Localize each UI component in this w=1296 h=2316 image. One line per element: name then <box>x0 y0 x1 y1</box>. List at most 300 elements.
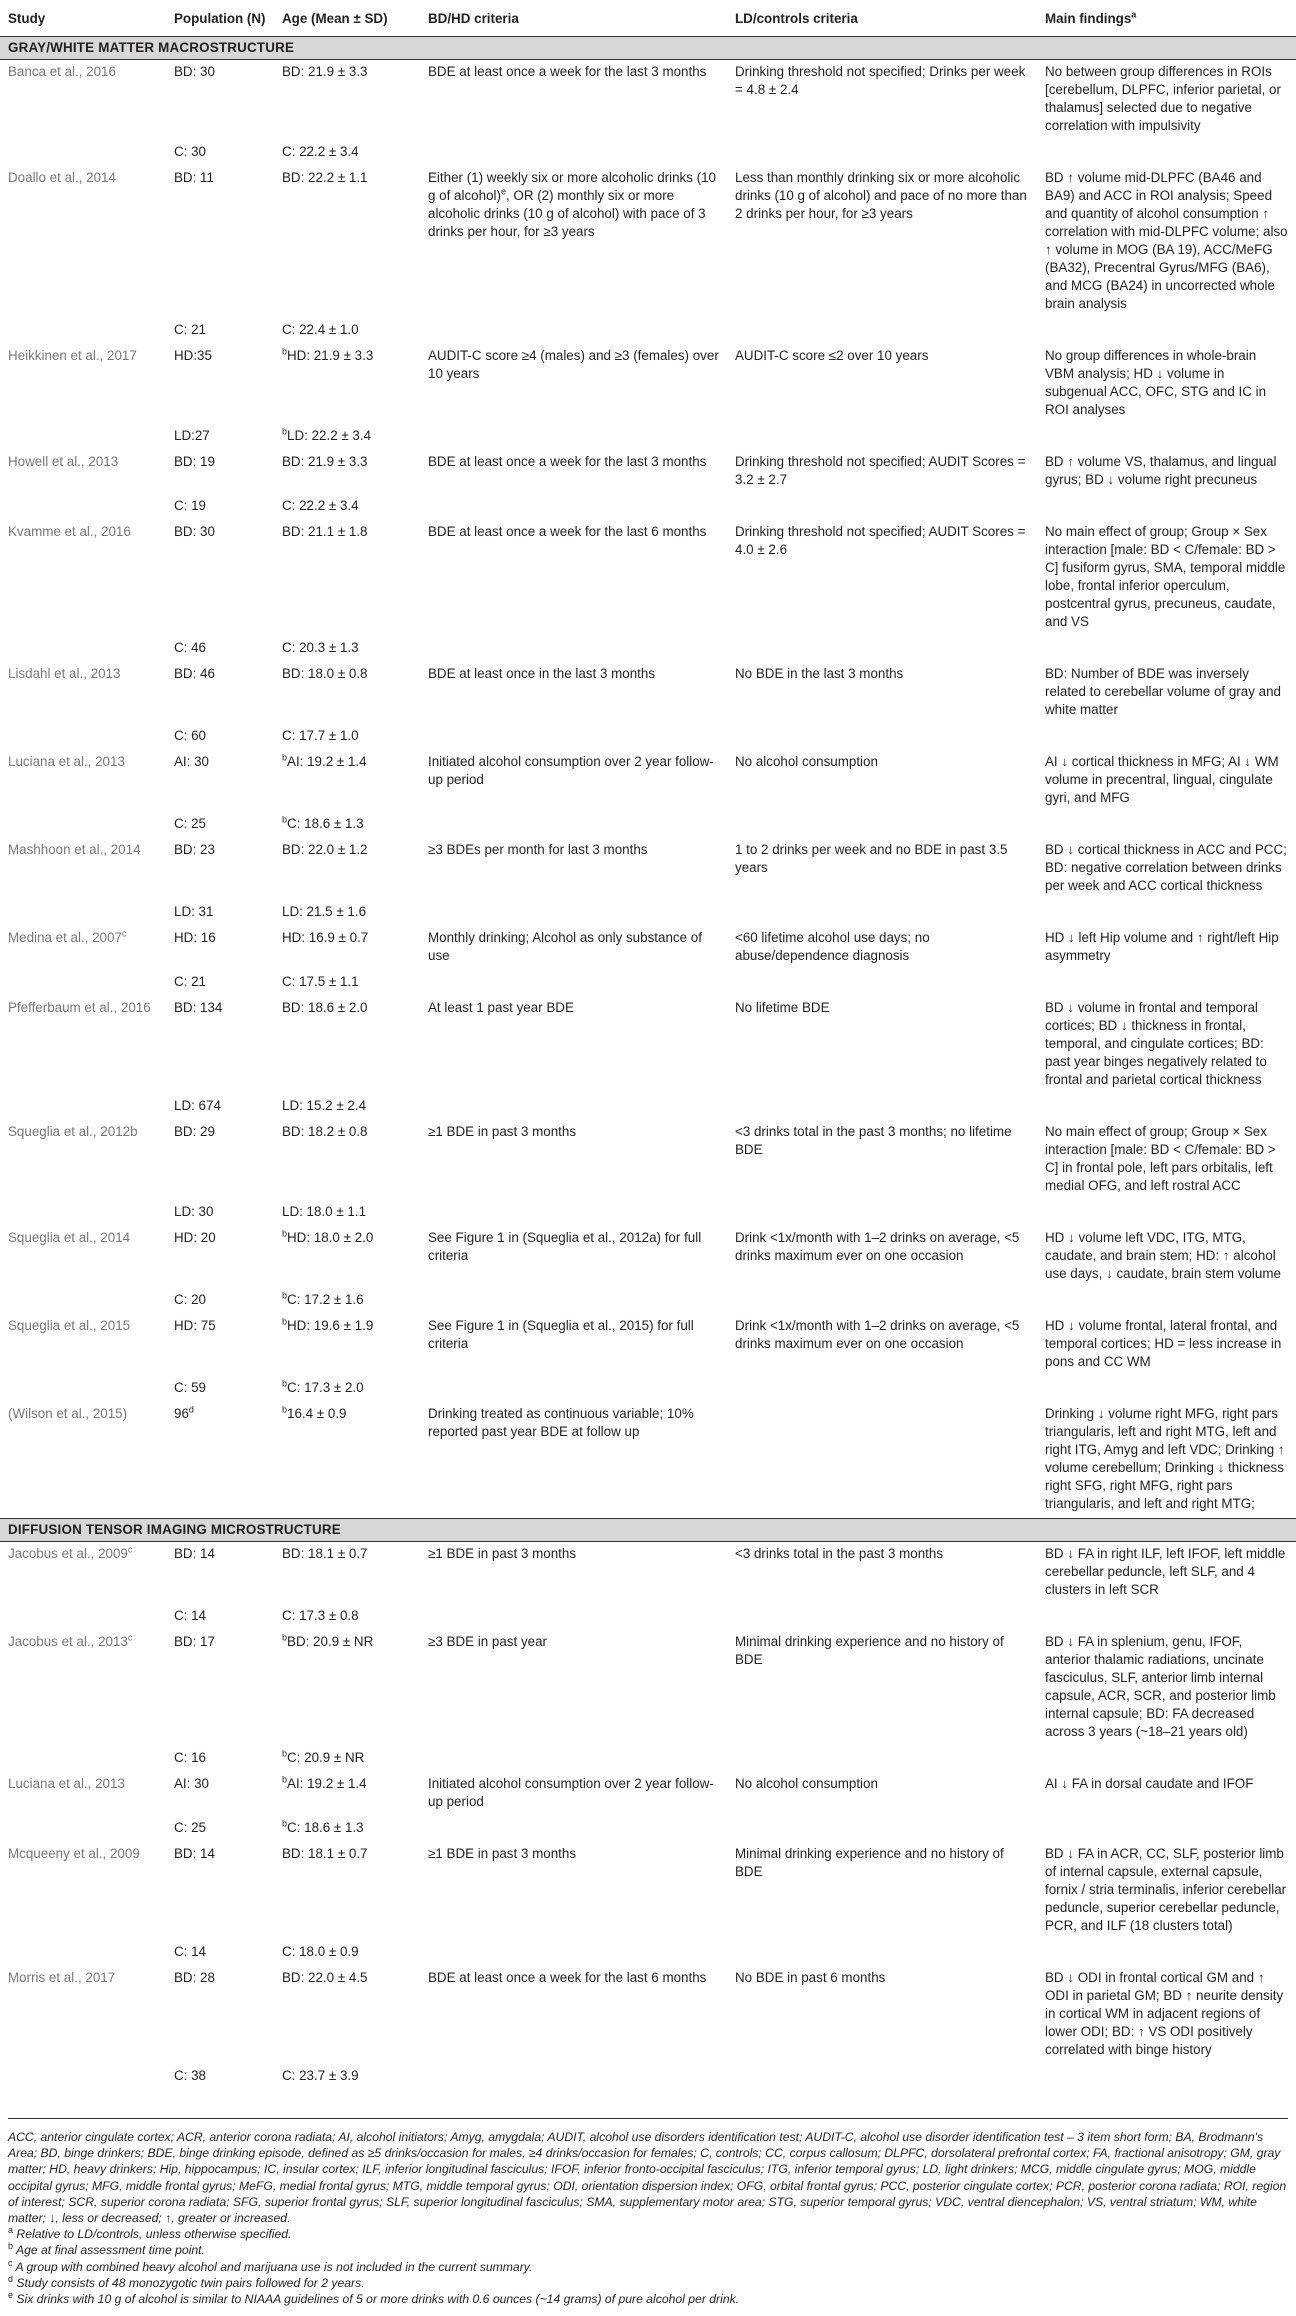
ld-criteria-cell <box>727 1940 1037 1966</box>
age-cell <box>274 494 420 520</box>
study-footnote-mark: c <box>127 1544 133 1555</box>
bd-criteria-cell <box>420 1094 727 1120</box>
age-value: C: 18.6 ± 1.3 <box>287 1820 364 1835</box>
age-cell <box>274 344 420 424</box>
findings-cell <box>1037 900 1296 926</box>
age-value: BD: 22.2 ± 1.1 <box>282 170 368 185</box>
ld-criteria-cell <box>727 1288 1037 1314</box>
table-row <box>0 1376 1296 1402</box>
findings-cell <box>1037 636 1296 662</box>
age-cell <box>274 1402 420 1519</box>
study-cell <box>0 1842 166 1940</box>
population-value: BD: 23 <box>174 842 215 857</box>
population-value: C: 14 <box>174 1944 207 1959</box>
population-cell <box>166 318 274 344</box>
bd-criteria-cell <box>420 750 727 812</box>
findings-cell: AI ↓ cortical thickness in MFG; AI ↓ WM volume in precentral, lingual, cingulate gyri, and MFG <box>1045 754 1279 805</box>
population-cell <box>166 1604 274 1630</box>
study-name: Squeglia et al., 2015 <box>8 1318 131 1333</box>
population-cell <box>166 1542 274 1605</box>
study-name: Heikkinen et al., 2017 <box>8 348 137 363</box>
table-row <box>0 1226 1296 1288</box>
table-row <box>0 812 1296 838</box>
age-value: C: 17.3 ± 0.8 <box>282 1608 359 1623</box>
population-value: BD: 134 <box>174 1000 223 1015</box>
bd-footnote-mark: e <box>500 186 506 197</box>
age-value: HD: 16.9 ± 0.7 <box>282 930 369 945</box>
population-cell <box>166 750 274 812</box>
age-value: BD: 21.9 ± 3.3 <box>282 64 368 79</box>
population-cell <box>166 926 274 970</box>
age-cell <box>274 1120 420 1200</box>
age-cell <box>274 424 420 450</box>
bd-criteria-text: BDE at least once a week for the last 3 months <box>428 454 707 469</box>
population-value: C: 16 <box>174 1750 207 1765</box>
footnote <box>8 2275 1288 2291</box>
study-name: Mashhoon et al., 2014 <box>8 842 141 857</box>
age-cell <box>274 1288 420 1314</box>
bd-criteria-cell <box>420 900 727 926</box>
ld-criteria-cell: Minimal drinking experience and no history of BDE <box>735 1634 1004 1667</box>
age-cell <box>274 812 420 838</box>
bd-criteria-text: See Figure 1 in (Squeglia et al., 2012a) for full criteria <box>428 1230 702 1263</box>
table-row <box>0 1816 1296 1842</box>
age-value: C: 23.7 ± 3.9 <box>282 2068 359 2083</box>
population-cell <box>166 1630 274 1746</box>
findings-cell <box>1037 140 1296 166</box>
table-row <box>0 1402 1296 1519</box>
table-row <box>0 1604 1296 1630</box>
bd-criteria-cell <box>420 1966 727 2064</box>
age-value: LD: 22.2 ± 3.4 <box>287 428 372 443</box>
table-row <box>0 1120 1296 1200</box>
age-footnote-mark: b <box>282 1316 288 1327</box>
age-value: C: 17.3 ± 2.0 <box>287 1380 364 1395</box>
ld-criteria-cell: No BDE in the last 3 months <box>735 666 904 681</box>
age-value: C: 17.7 ± 1.0 <box>282 728 359 743</box>
age-value: BD: 18.6 ± 2.0 <box>282 1000 368 1015</box>
findings-cell: Drinking ↓ volume right MFG, right pars triangularis, left and right MTG, left and right ITG, Amyg and left VDC; Drinking ↑ volume cerebellum; Drinking ↓ thickness right SFG, right MFG, right pars triangularis, and left and right MTG; <box>1045 1406 1285 1511</box>
population-value: AI: 30 <box>174 1776 209 1791</box>
population-cell <box>166 662 274 724</box>
population-cell <box>166 1288 274 1314</box>
study-name: Doallo et al., 2014 <box>8 170 116 185</box>
population-value: BD: 11 <box>174 170 214 185</box>
age-cell <box>274 166 420 318</box>
population-value: C: 21 <box>174 322 207 337</box>
footnote <box>8 2259 1288 2275</box>
population-value: C: 20 <box>174 1292 207 1307</box>
study-name: Banca et al., 2016 <box>8 64 116 79</box>
bd-criteria-cell <box>420 662 727 724</box>
footnote-mark: b <box>8 2241 14 2252</box>
age-value: C: 18.0 ± 0.9 <box>282 1944 359 1959</box>
ld-criteria-cell: No alcohol consumption <box>735 1776 878 1791</box>
study-cell <box>0 900 166 926</box>
age-value: AI: 19.2 ± 1.4 <box>287 1776 367 1791</box>
bd-criteria-cell <box>420 344 727 424</box>
study-cell <box>0 1226 166 1288</box>
findings-cell: BD: Number of BDE was inversely related to cerebellar volume of gray and white matter <box>1045 666 1281 717</box>
population-value: BD: 28 <box>174 1970 215 1985</box>
section-title: GRAY/WHITE MATTER MACROSTRUCTURE <box>0 37 1296 60</box>
bd-criteria-cell <box>420 970 727 996</box>
population-cell <box>166 2064 274 2090</box>
footnote-mark: d <box>8 2273 14 2284</box>
bd-criteria-cell <box>420 1630 727 1746</box>
footnote-text: Age at final assessment time point. <box>15 2243 205 2258</box>
study-name: Medina et al., 2007 <box>8 930 122 945</box>
population-cell <box>166 1314 274 1376</box>
bd-criteria-cell <box>420 60 727 141</box>
findings-cell: No main effect of group; Group × Sex interaction [male: BD < C/female: BD > C] fusiform gyrus, SMA, temporal middle lobe, frontal inferior operculum, postcentral gyrus, precuneus, caudate, and VS <box>1045 524 1286 629</box>
findings-cell: No between group differences in ROIs [cerebellum, DLPFC, inferior parietal, or thalamus] selected due to negative correlation with impulsivity <box>1045 64 1281 133</box>
findings-cell <box>1037 1376 1296 1402</box>
age-cell <box>274 1966 420 2064</box>
footnote <box>8 2242 1288 2258</box>
study-cell <box>0 1200 166 1226</box>
table-row <box>0 1630 1296 1746</box>
age-value: HD: 21.9 ± 3.3 <box>287 348 374 363</box>
population-value: C: 14 <box>174 1608 207 1623</box>
bd-criteria-text: BDE at least once a week for the last 6 months <box>428 1970 707 1985</box>
ld-criteria-cell: <3 drinks total in the past 3 months; no lifetime BDE <box>735 1124 1012 1157</box>
age-cell <box>274 926 420 970</box>
bd-criteria-cell <box>420 1940 727 1966</box>
study-cell <box>0 1604 166 1630</box>
population-value: HD: 16 <box>174 930 216 945</box>
age-value: BD: 22.0 ± 4.5 <box>282 1970 368 1985</box>
age-value: C: 22.4 ± 1.0 <box>282 322 359 337</box>
studies-table <box>0 4 1296 2090</box>
age-value: LD: 21.5 ± 1.6 <box>282 904 367 919</box>
population-value: 96 <box>174 1406 189 1421</box>
bd-criteria-cell <box>420 1376 727 1402</box>
findings-cell <box>1037 318 1296 344</box>
population-value: C: 30 <box>174 144 207 159</box>
ld-criteria-cell <box>727 424 1037 450</box>
age-cell <box>274 996 420 1094</box>
findings-cell: BD ↓ FA in right ILF, left IFOF, left middle cerebellar peduncle, left SLF, and 4 clusters in left SCR <box>1045 1546 1286 1597</box>
ld-criteria-cell <box>727 970 1037 996</box>
footnote-text: A group with combined heavy alcohol and marijuana use is not included in the current summary. <box>15 2259 533 2274</box>
study-cell <box>0 318 166 344</box>
age-footnote-mark: b <box>282 814 288 825</box>
bd-criteria-cell <box>420 1226 727 1288</box>
age-value: HD: 18.0 ± 2.0 <box>287 1230 374 1245</box>
age-cell <box>274 1940 420 1966</box>
header-findings <box>1037 4 1296 37</box>
header-study: Study <box>0 4 166 37</box>
table-row <box>0 166 1296 318</box>
population-cell <box>166 1772 274 1816</box>
footnote-text: Relative to LD/controls, unless otherwise specified. <box>16 2227 292 2242</box>
ld-criteria-cell <box>727 636 1037 662</box>
ld-criteria-cell: Drink <1x/month with 1–2 drinks on average, <5 drinks maximum ever on one occasion <box>735 1230 1020 1263</box>
findings-cell <box>1037 1816 1296 1842</box>
age-cell <box>274 1226 420 1288</box>
age-cell <box>274 1842 420 1940</box>
bd-criteria-cell <box>420 1604 727 1630</box>
ld-criteria-cell <box>727 494 1037 520</box>
population-value: LD: 31 <box>174 904 214 919</box>
bd-criteria-cell <box>420 2064 727 2090</box>
bd-criteria-cell <box>420 424 727 450</box>
bd-criteria-text: ≥3 BDEs per month for last 3 months <box>428 842 648 857</box>
age-cell <box>274 2064 420 2090</box>
age-value: BD: 18.2 ± 0.8 <box>282 1124 368 1139</box>
study-cell <box>0 344 166 424</box>
age-value: 16.4 ± 0.9 <box>287 1406 347 1421</box>
findings-cell <box>1037 970 1296 996</box>
study-cell <box>0 1402 166 1519</box>
table-row <box>0 1200 1296 1226</box>
findings-cell: No main effect of group; Group × Sex interaction [male: BD < C/female: BD > C] in frontal pole, left pars orbitalis, left medial OFG, and left rostral ACC <box>1045 1124 1276 1193</box>
table-body <box>0 37 1296 2091</box>
ld-criteria-cell: Less than monthly drinking six or more alcoholic drinks (10 g of alcohol) and pace of no more than 2 drinks per hour, for ≥3 years <box>735 170 1027 221</box>
bd-criteria-cell <box>420 812 727 838</box>
age-cell <box>274 318 420 344</box>
ld-criteria-cell <box>727 2064 1037 2090</box>
bd-criteria-cell <box>420 1314 727 1376</box>
findings-cell <box>1037 424 1296 450</box>
age-cell <box>274 838 420 900</box>
ld-criteria-cell <box>727 900 1037 926</box>
study-footnote-mark: c <box>127 1632 133 1643</box>
study-name: Jacobus et al., 2009 <box>8 1546 128 1561</box>
population-cell <box>166 1200 274 1226</box>
age-value: C: 18.6 ± 1.3 <box>287 816 364 831</box>
bd-criteria-cell <box>420 724 727 750</box>
table-row <box>0 1940 1296 1966</box>
bd-criteria-cell <box>420 996 727 1094</box>
study-cell <box>0 662 166 724</box>
population-cell <box>166 344 274 424</box>
ld-criteria-cell: No lifetime BDE <box>735 1000 830 1015</box>
age-cell <box>274 636 420 662</box>
age-value: C: 17.5 ± 1.1 <box>282 974 359 989</box>
age-cell <box>274 1314 420 1376</box>
age-cell <box>274 60 420 141</box>
age-value: HD: 19.6 ± 1.9 <box>287 1318 374 1333</box>
age-value: BD: 21.1 ± 1.8 <box>282 524 368 539</box>
bd-criteria-text: BDE at least once in the last 3 months <box>428 666 656 681</box>
bd-criteria-cell <box>420 1120 727 1200</box>
study-cell <box>0 1966 166 2064</box>
age-cell <box>274 1816 420 1842</box>
abbreviations-note: ACC, anterior cingulate cortex; ACR, anterior corona radiata; AI, alcohol initiators; Amyg, amygdala; AUDIT, alcohol use disorders identification test; AUDIT-C, alcohol use disorder identification test – 3 item short form; BA, Brodmann's Area; BD, binge drinkers; BDE, binge drinking episode, defined as ≥5 drinks/occasion for males, ≥4 drinks/occasion for females; C, controls; CC, corpus callosum; DLPFC, dorsolateral prefrontal cortex; FA, fractional anisotropy; GM, gray matter; HD, heavy drinkers; Hip, hippocampus; IC, insular cortex; ILF, inferior longitudinal fasciculus; IFOF, inferior fronto-occipital fasciculus; ITG, inferior temporal gyrus; LD, light drinkers; MCG, middle cingulate gyrus; MOG, middle occipital gyrus; MFG, middle frontal gyrus; MeFG, medial frontal gyrus; MTG, middle temporal gyrus; ODI, orientation dispersion index; OFG, orbital frontal gyrus; PCC, posterior cingulate cortex; PCR, posterior corona radiata; ROI, region of interest; SCR, superior corona radiata; SFG, superior frontal gyrus; SLF, superior longitudinal fasciculus; SMA, supplementary motor area; STG, superior temporal gyrus; VDC, ventral diencephalon; VS, ventral striatum; WM, white matter; ↓, less or decreased; ↑, greater or increased. <box>8 2130 1287 2226</box>
ld-criteria-cell <box>727 1746 1037 1772</box>
study-cell <box>0 140 166 166</box>
section-row <box>0 1519 1296 1542</box>
table-row <box>0 724 1296 750</box>
table-row <box>0 1772 1296 1816</box>
population-value: HD: 75 <box>174 1318 216 1333</box>
bd-criteria-text: Drinking treated as continuous variable; 10% reported past year BDE at follow up <box>428 1406 694 1439</box>
population-cell <box>166 140 274 166</box>
findings-cell <box>1037 1094 1296 1120</box>
age-footnote-mark: b <box>282 1290 288 1301</box>
table-header <box>0 4 1296 37</box>
population-cell <box>166 450 274 494</box>
bd-criteria-text: See Figure 1 in (Squeglia et al., 2015) for full criteria <box>428 1318 694 1351</box>
population-value: AI: 30 <box>174 754 209 769</box>
study-cell <box>0 750 166 812</box>
population-cell <box>166 1746 274 1772</box>
population-cell <box>166 1842 274 1940</box>
bd-criteria-cell <box>420 520 727 636</box>
population-cell <box>166 838 274 900</box>
study-cell <box>0 1094 166 1120</box>
findings-cell: BD ↓ FA in splenium, genu, IFOF, anterior thalamic radiations, uncinate fasciculus, SLF, anterior limb internal capsule, ACR, SCR, and posterior limb internal capsule; BD: FA decreased across 3 years (~18–21 years old) <box>1045 1634 1276 1739</box>
age-cell <box>274 1746 420 1772</box>
age-footnote-mark: b <box>282 1748 288 1759</box>
findings-cell: HD ↓ volume left VDC, ITG, MTG, caudate, and brain stem; HD: ↑ alcohol use days, ↓ caudate, brain stem volume <box>1045 1230 1281 1281</box>
age-value: BD: 18.1 ± 0.7 <box>282 1546 368 1561</box>
age-cell <box>274 970 420 996</box>
bd-criteria-text: ≥1 BDE in past 3 months <box>428 1546 577 1561</box>
table-row <box>0 318 1296 344</box>
age-footnote-mark: b <box>282 346 288 357</box>
study-cell <box>0 1314 166 1376</box>
findings-cell <box>1037 1604 1296 1630</box>
age-cell <box>274 724 420 750</box>
age-value: BD: 22.0 ± 1.2 <box>282 842 368 857</box>
table-row <box>0 970 1296 996</box>
age-cell <box>274 450 420 494</box>
study-cell <box>0 1940 166 1966</box>
ld-criteria-cell <box>727 1094 1037 1120</box>
ld-criteria-cell: 1 to 2 drinks per week and no BDE in past 3.5 years <box>735 842 1008 875</box>
ld-criteria-cell <box>727 140 1037 166</box>
table-row <box>0 450 1296 494</box>
population-value: BD: 46 <box>174 666 215 681</box>
table-row <box>0 838 1296 900</box>
footnote-mark: a <box>8 2225 14 2236</box>
population-value: BD: 30 <box>174 524 215 539</box>
population-value: C: 59 <box>174 1380 207 1395</box>
study-name: Lisdahl et al., 2013 <box>8 666 121 681</box>
study-cell <box>0 450 166 494</box>
population-cell <box>166 636 274 662</box>
table-row <box>0 424 1296 450</box>
population-cell <box>166 970 274 996</box>
population-cell <box>166 1226 274 1288</box>
age-footnote-mark: b <box>282 426 288 437</box>
findings-cell <box>1037 1940 1296 1966</box>
study-name: Squeglia et al., 2014 <box>8 1230 131 1245</box>
study-name: Jacobus et al., 2013 <box>8 1634 128 1649</box>
study-name: Morris et al., 2017 <box>8 1970 116 1985</box>
footnote-text: Six drinks with 10 g of alcohol is similar to NIAAA guidelines of 5 or more drinks with 0.6 ounces (~14 grams) of pure alcohol per drink. <box>16 2292 740 2307</box>
study-cell <box>0 996 166 1094</box>
table-row <box>0 1842 1296 1940</box>
age-footnote-mark: b <box>282 1632 288 1643</box>
table-row <box>0 1094 1296 1120</box>
bd-criteria-text: ≥1 BDE in past 3 months <box>428 1846 577 1861</box>
ld-criteria-cell <box>727 724 1037 750</box>
age-cell <box>274 1772 420 1816</box>
ld-criteria-cell <box>727 1604 1037 1630</box>
age-cell <box>274 1630 420 1746</box>
population-value: HD: 20 <box>174 1230 216 1245</box>
age-value: C: 17.2 ± 1.6 <box>287 1292 364 1307</box>
bd-criteria-cell <box>420 318 727 344</box>
age-footnote-mark: b <box>282 1774 288 1785</box>
bd-criteria-text: BDE at least once a week for the last 6 months <box>428 524 707 539</box>
population-cell <box>166 494 274 520</box>
study-cell <box>0 970 166 996</box>
bd-criteria-text: AUDIT-C score ≥4 (males) and ≥3 (females) over 10 years <box>428 348 719 381</box>
bd-criteria-cell <box>420 838 727 900</box>
population-cell <box>166 1816 274 1842</box>
study-cell <box>0 724 166 750</box>
study-cell <box>0 1772 166 1816</box>
bd-criteria-cell <box>420 636 727 662</box>
footnote-mark: c <box>8 2257 13 2268</box>
ld-criteria-cell: Minimal drinking experience and no history of BDE <box>735 1846 1004 1879</box>
table-row <box>0 1542 1296 1605</box>
findings-cell: HD ↓ left Hip volume and ↑ right/left Hip asymmetry <box>1045 930 1279 963</box>
population-cell <box>166 812 274 838</box>
population-cell <box>166 900 274 926</box>
study-cell <box>0 1542 166 1605</box>
bd-criteria-text: At least 1 past year BDE <box>428 1000 574 1015</box>
study-cell <box>0 494 166 520</box>
population-cell <box>166 1120 274 1200</box>
study-cell <box>0 1746 166 1772</box>
age-value: C: 20.9 ± NR <box>287 1750 365 1765</box>
table-row <box>0 60 1296 141</box>
bd-criteria-cell <box>420 494 727 520</box>
study-cell <box>0 1630 166 1746</box>
population-value: C: 60 <box>174 728 207 743</box>
study-cell <box>0 636 166 662</box>
age-cell <box>274 1376 420 1402</box>
bd-criteria-text: BDE at least once a week for the last 3 months <box>428 64 707 79</box>
study-cell <box>0 926 166 970</box>
table-row <box>0 494 1296 520</box>
ld-criteria-cell: AUDIT-C score ≤2 over 10 years <box>735 348 929 363</box>
table-row <box>0 662 1296 724</box>
findings-cell: BD ↓ cortical thickness in ACC and PCC; BD: negative correlation between drinks per week and ACC cortical thickness <box>1045 842 1287 893</box>
findings-cell: BD ↑ volume mid-DLPFC (BA46 and BA9) and ACC in ROI analysis; Speed and quantity of alcohol consumption ↑ correlation with mid-DLPFC volume; also ↑ volume in MOG (BA 19), ACC/MeFG (BA32), Precentral Gyrus/MFG (BA6), and MCG (BA24) in uncorrected whole brain analysis <box>1045 170 1288 311</box>
bd-criteria-cell <box>420 1746 727 1772</box>
population-value: C: 25 <box>174 816 207 831</box>
population-value: BD: 14 <box>174 1546 215 1561</box>
age-value: C: 22.2 ± 3.4 <box>282 498 359 513</box>
study-cell <box>0 2064 166 2090</box>
table-row <box>0 926 1296 970</box>
population-cell <box>166 1376 274 1402</box>
age-value: C: 20.3 ± 1.3 <box>282 640 359 655</box>
bd-criteria-cell <box>420 1402 727 1519</box>
table-row <box>0 344 1296 424</box>
study-cell <box>0 60 166 141</box>
findings-cell: BD ↓ ODI in frontal cortical GM and ↑ ODI in parietal GM; BD ↑ neurite density in cortical WM in adjacent regions of lower ODI; BD: ↑ VS ODI positively correlated with binge history <box>1045 1970 1284 2057</box>
footnote-mark: e <box>8 2289 14 2300</box>
bd-criteria-cell <box>420 1842 727 1940</box>
age-cell <box>274 900 420 926</box>
ld-criteria-cell: Drinking threshold not specified; Drinks per week = 4.8 ± 2.4 <box>735 64 1026 97</box>
table-row <box>0 140 1296 166</box>
bd-criteria-text: Initiated alcohol consumption over 2 year follow-up period <box>428 1776 714 1809</box>
bd-criteria-cell <box>420 140 727 166</box>
population-value: LD: 674 <box>174 1098 221 1113</box>
table-row <box>0 1746 1296 1772</box>
population-value: C: 38 <box>174 2068 207 2083</box>
age-cell <box>274 520 420 636</box>
